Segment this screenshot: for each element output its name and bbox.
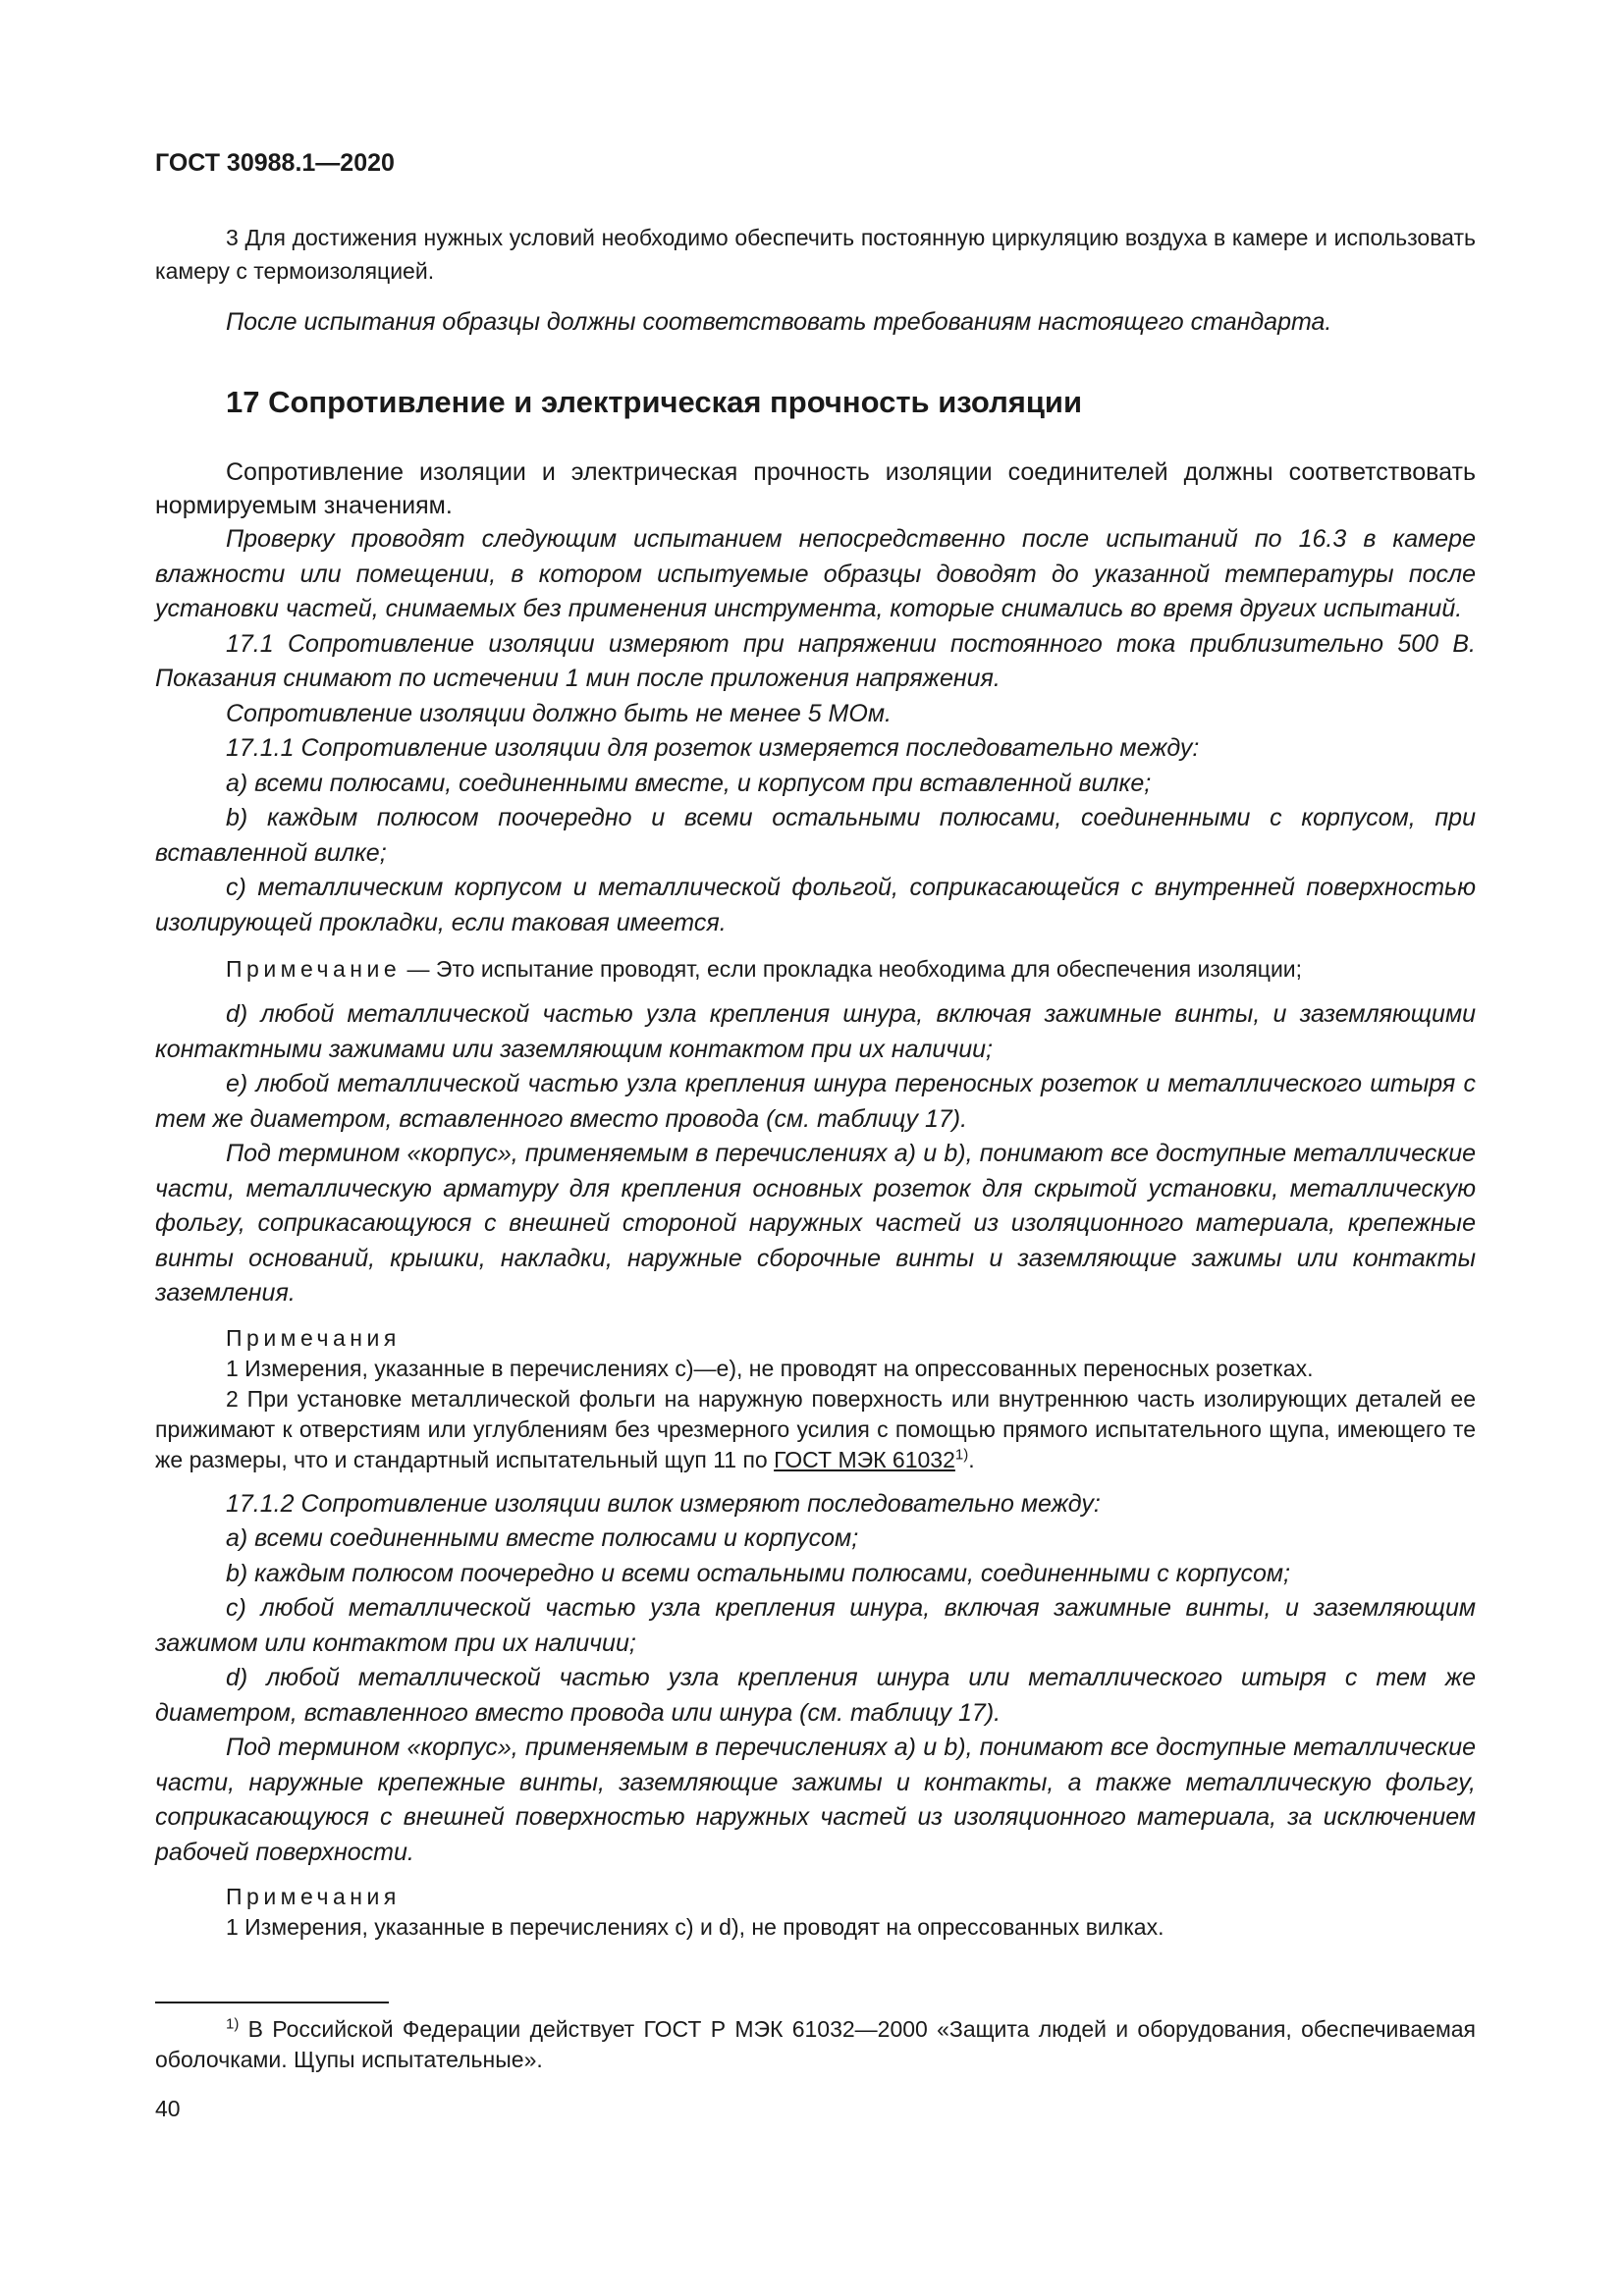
plug-item-c: c) любой металлической частью узла крепления шнура, включая зажимные винты, и заземляющим зажимом или контактом при их наличии; [155, 1594, 1476, 1657]
notes-1-item-1: 1 Измерения, указанные в перечислениях c)—e), не проводят на опрессованных переносных розетках. [226, 1355, 1314, 1381]
list-item-e: e) любой металлической частью узла крепления шнура переносных розеток и металлического штыря с тем же диаметром, вставленного вместо провода (см. таблицу 17). [155, 1070, 1476, 1133]
term-definition-1: Под термином «корпус», применяемым в перечислениях a) и b), понимают все доступные металлические части, металлическую арматуру для крепления основных розеток для скрытой установки, металлическую фольгу, соприкасающуюся с внешней стороной наружных частей из изоляционного материала, крепежные винты оснований, крышки, накладки, наружные сборочные винты и заземляющие зажимы или контакты заземления. [155, 1140, 1476, 1307]
notes-label-2: Примечания [226, 1884, 401, 1909]
plug-item-b: b) каждым полюсом поочередно и всеми остальными полюсами, соединенными с корпусом; [226, 1559, 1290, 1587]
intro-paragraph: Сопротивление изоляции и электрическая прочность изоляции соединителей должны соответствовать нормируемым значениям. [155, 458, 1476, 519]
after-test-text: После испытания образцы должны соответствовать требованиям настоящего стандарта. [226, 308, 1332, 336]
note-label: Примечание [226, 956, 402, 982]
list-item-d: d) любой металлической частью узла крепления шнура, включая зажимные винты, и заземляющими контактными зажимами или заземляющим контактом при их наличии; [155, 1000, 1476, 1063]
footnote-mark: 1) [226, 2015, 240, 2033]
notes-1-item-2: 2 При установке металлической фольги на наружную поверхность или внутреннюю часть изолирующих деталей ее прижимают к отверстиям или углублениям без чрезмерного усилия с помощью прямого испытательного щупа, имеющего те же размеры, что и стандартный испытательный щуп 11 по ГОСТ МЭК 61032$^{1)}$. [155, 1385, 1476, 1472]
plug-item-a: a) всеми соединенными вместе полюсами и корпусом; [226, 1524, 859, 1552]
standard-link[interactable]: ГОСТ МЭК 61032 [774, 1446, 955, 1472]
top-block [155, 221, 1476, 341]
check-paragraph: Проверку проводят следующим испытанием непосредственно после испытаний по 16.3 в камере влажности или помещении, в котором испытуемые образцы доводят до указанной температуры после установки частей, снимаемых без применения инструмента, которые снимались во время других испытаний. [155, 525, 1476, 622]
document-header: ГОСТ 30988.1—2020 [155, 149, 395, 177]
list-item-c: c) металлическим корпусом и металлической фольгой, соприкасающейся с внутренней поверхностью изолирующей прокладки, если таковая имеется. [155, 874, 1476, 936]
page-number: 40 [155, 2096, 181, 2121]
notes-2-item-1: 1 Измерения, указанные в перечислениях c) и d), не проводят на опрессованных вилках. [226, 1914, 1164, 1940]
list-item-b: b) каждым полюсом поочередно и всеми остальными полюсами, соединенными с корпусом, при вставленной вилке; [155, 804, 1476, 867]
paragraph-17-1: 17.1 Сопротивление изоляции измеряют при напряжении постоянного тока приблизительно 500 В. Показания снимают по истечении 1 мин после приложения напряжения. [155, 629, 1476, 692]
section-title: 17 Сопротивление и электрическая прочность изоляции [226, 385, 1083, 419]
note-dash: — [401, 956, 436, 982]
footnote-text: В Российской Федерации действует ГОСТ Р МЭК 61032—2000 «Защита людей и оборудования, обеспечиваемая оболочками. Щупы испытательные». [155, 2016, 1476, 2072]
list-item-a: a) всеми полюсами, соединенными вместе, и корпусом при вставленной вилке; [226, 769, 1152, 797]
paragraph-17-1-2: 17.1.2 Сопротивление изоляции вилок измеряют последовательно между: [226, 1489, 1101, 1518]
notes-label-1: Примечания [226, 1324, 401, 1351]
paragraph-17-1-1: 17.1.1 Сопротивление изоляции для розеток измеряется последовательно между: [226, 734, 1200, 762]
note-text: Это испытание проводят, если прокладка необходима для обеспечения изоляции; [435, 956, 1303, 982]
footnote-divider [155, 2002, 389, 2003]
note-3: 3 Для достижения нужных условий необходимо обеспечить постоянную циркуляцию воздуха в камере и использовать камеру с термоизоляцией. [155, 225, 1476, 284]
note-block [155, 952, 1476, 986]
plug-item-d: d) любой металлической частью узла крепления шнура или металлического штыря с тем же диаметром, вставленного вместо провода или шнура (см. таблицу 17). [155, 1664, 1476, 1727]
term-definition-2: Под термином «корпус», применяемым в перечислениях a) и b), понимают все доступные металлические части, наружные крепежные винты, заземляющие зажимы и контакты, а также металлическую фольгу, соприкасающуюся с внешней поверхностью наружных частей из изоляционного материала, за исключением рабочей поверхности. [155, 1734, 1476, 1866]
footnote [155, 2014, 1476, 2075]
min-resistance: Сопротивление изоляции должно быть не менее 5 МОм. [226, 699, 892, 727]
section-body [155, 455, 1476, 1943]
footnote-ref[interactable]: 1) [954, 1445, 969, 1463]
